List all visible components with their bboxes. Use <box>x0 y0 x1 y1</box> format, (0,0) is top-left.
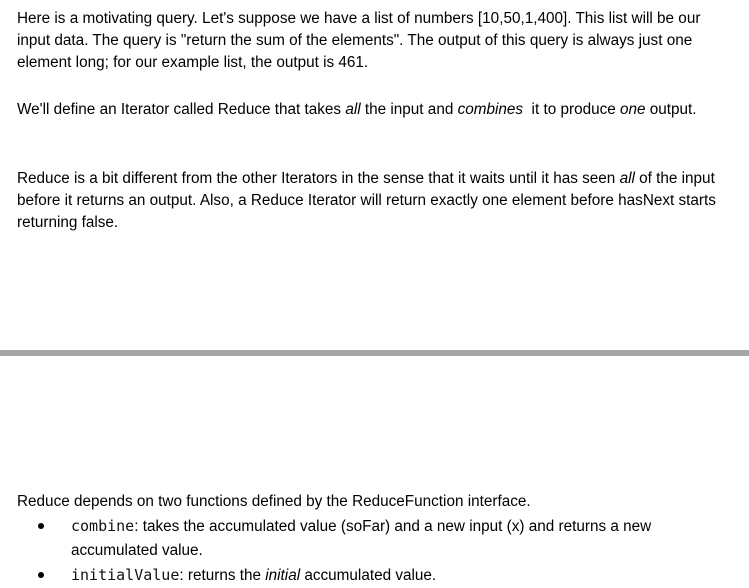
reduce-function-list <box>0 514 749 588</box>
list-item-initial-value-text-after: accumulated value. <box>300 567 437 584</box>
list-item-initial-value <box>0 563 711 588</box>
paragraph-reduce-definition-part3: it to produce <box>523 101 620 118</box>
paragraph-reduce-behavior <box>17 168 733 234</box>
list-item-combine <box>0 514 711 563</box>
emphasis-one: one <box>620 101 646 118</box>
paragraph-reduce-function-intro <box>17 491 733 513</box>
bullet-icon <box>38 572 44 578</box>
paragraph-reduce-definition-part4: output. <box>645 101 697 118</box>
paragraph-reduce-definition-part2: the input and <box>360 101 458 118</box>
paragraph-motivating-query-text: Here is a motivating query. Let's suppose we have a list of numbers [10,50,1,400]. This list will be our input data. The query is "return the sum of the elements". The output of this query is always just one element long; for our example list, the output is 461. <box>17 10 701 71</box>
paragraph-reduce-behavior-part1: Reduce is a bit different from the other Iterators in the sense that it waits until it has seen <box>17 170 620 187</box>
emphasis-initial: initial <box>265 567 301 584</box>
paragraph-reduce-definition-part1: We'll define an Iterator called Reduce that takes <box>17 101 346 118</box>
paragraph-reduce-behavior-part2: of the input before it returns an output. Also, a Reduce Iterator will return exactly one element before hasNext starts returning false. <box>17 170 716 231</box>
code-initial-value: initialValue <box>71 566 180 584</box>
paragraph-motivating-query <box>17 8 733 74</box>
code-combine: combine <box>71 517 135 535</box>
list-item-initial-value-text-before: : returns the <box>179 567 266 584</box>
emphasis-all-input: all <box>619 170 635 187</box>
section-divider <box>0 350 749 356</box>
bullet-icon <box>38 523 44 529</box>
list-item-combine-text: : takes the accumulated value (soFar) and a new input (x) and returns a new accumulated value. <box>71 518 652 559</box>
paragraph-reduce-function-intro-text: Reduce depends on two functions defined by the ReduceFunction interface. <box>17 493 531 510</box>
emphasis-combines: combines <box>457 101 524 118</box>
paragraph-reduce-definition <box>17 99 733 121</box>
emphasis-all: all <box>345 101 361 118</box>
